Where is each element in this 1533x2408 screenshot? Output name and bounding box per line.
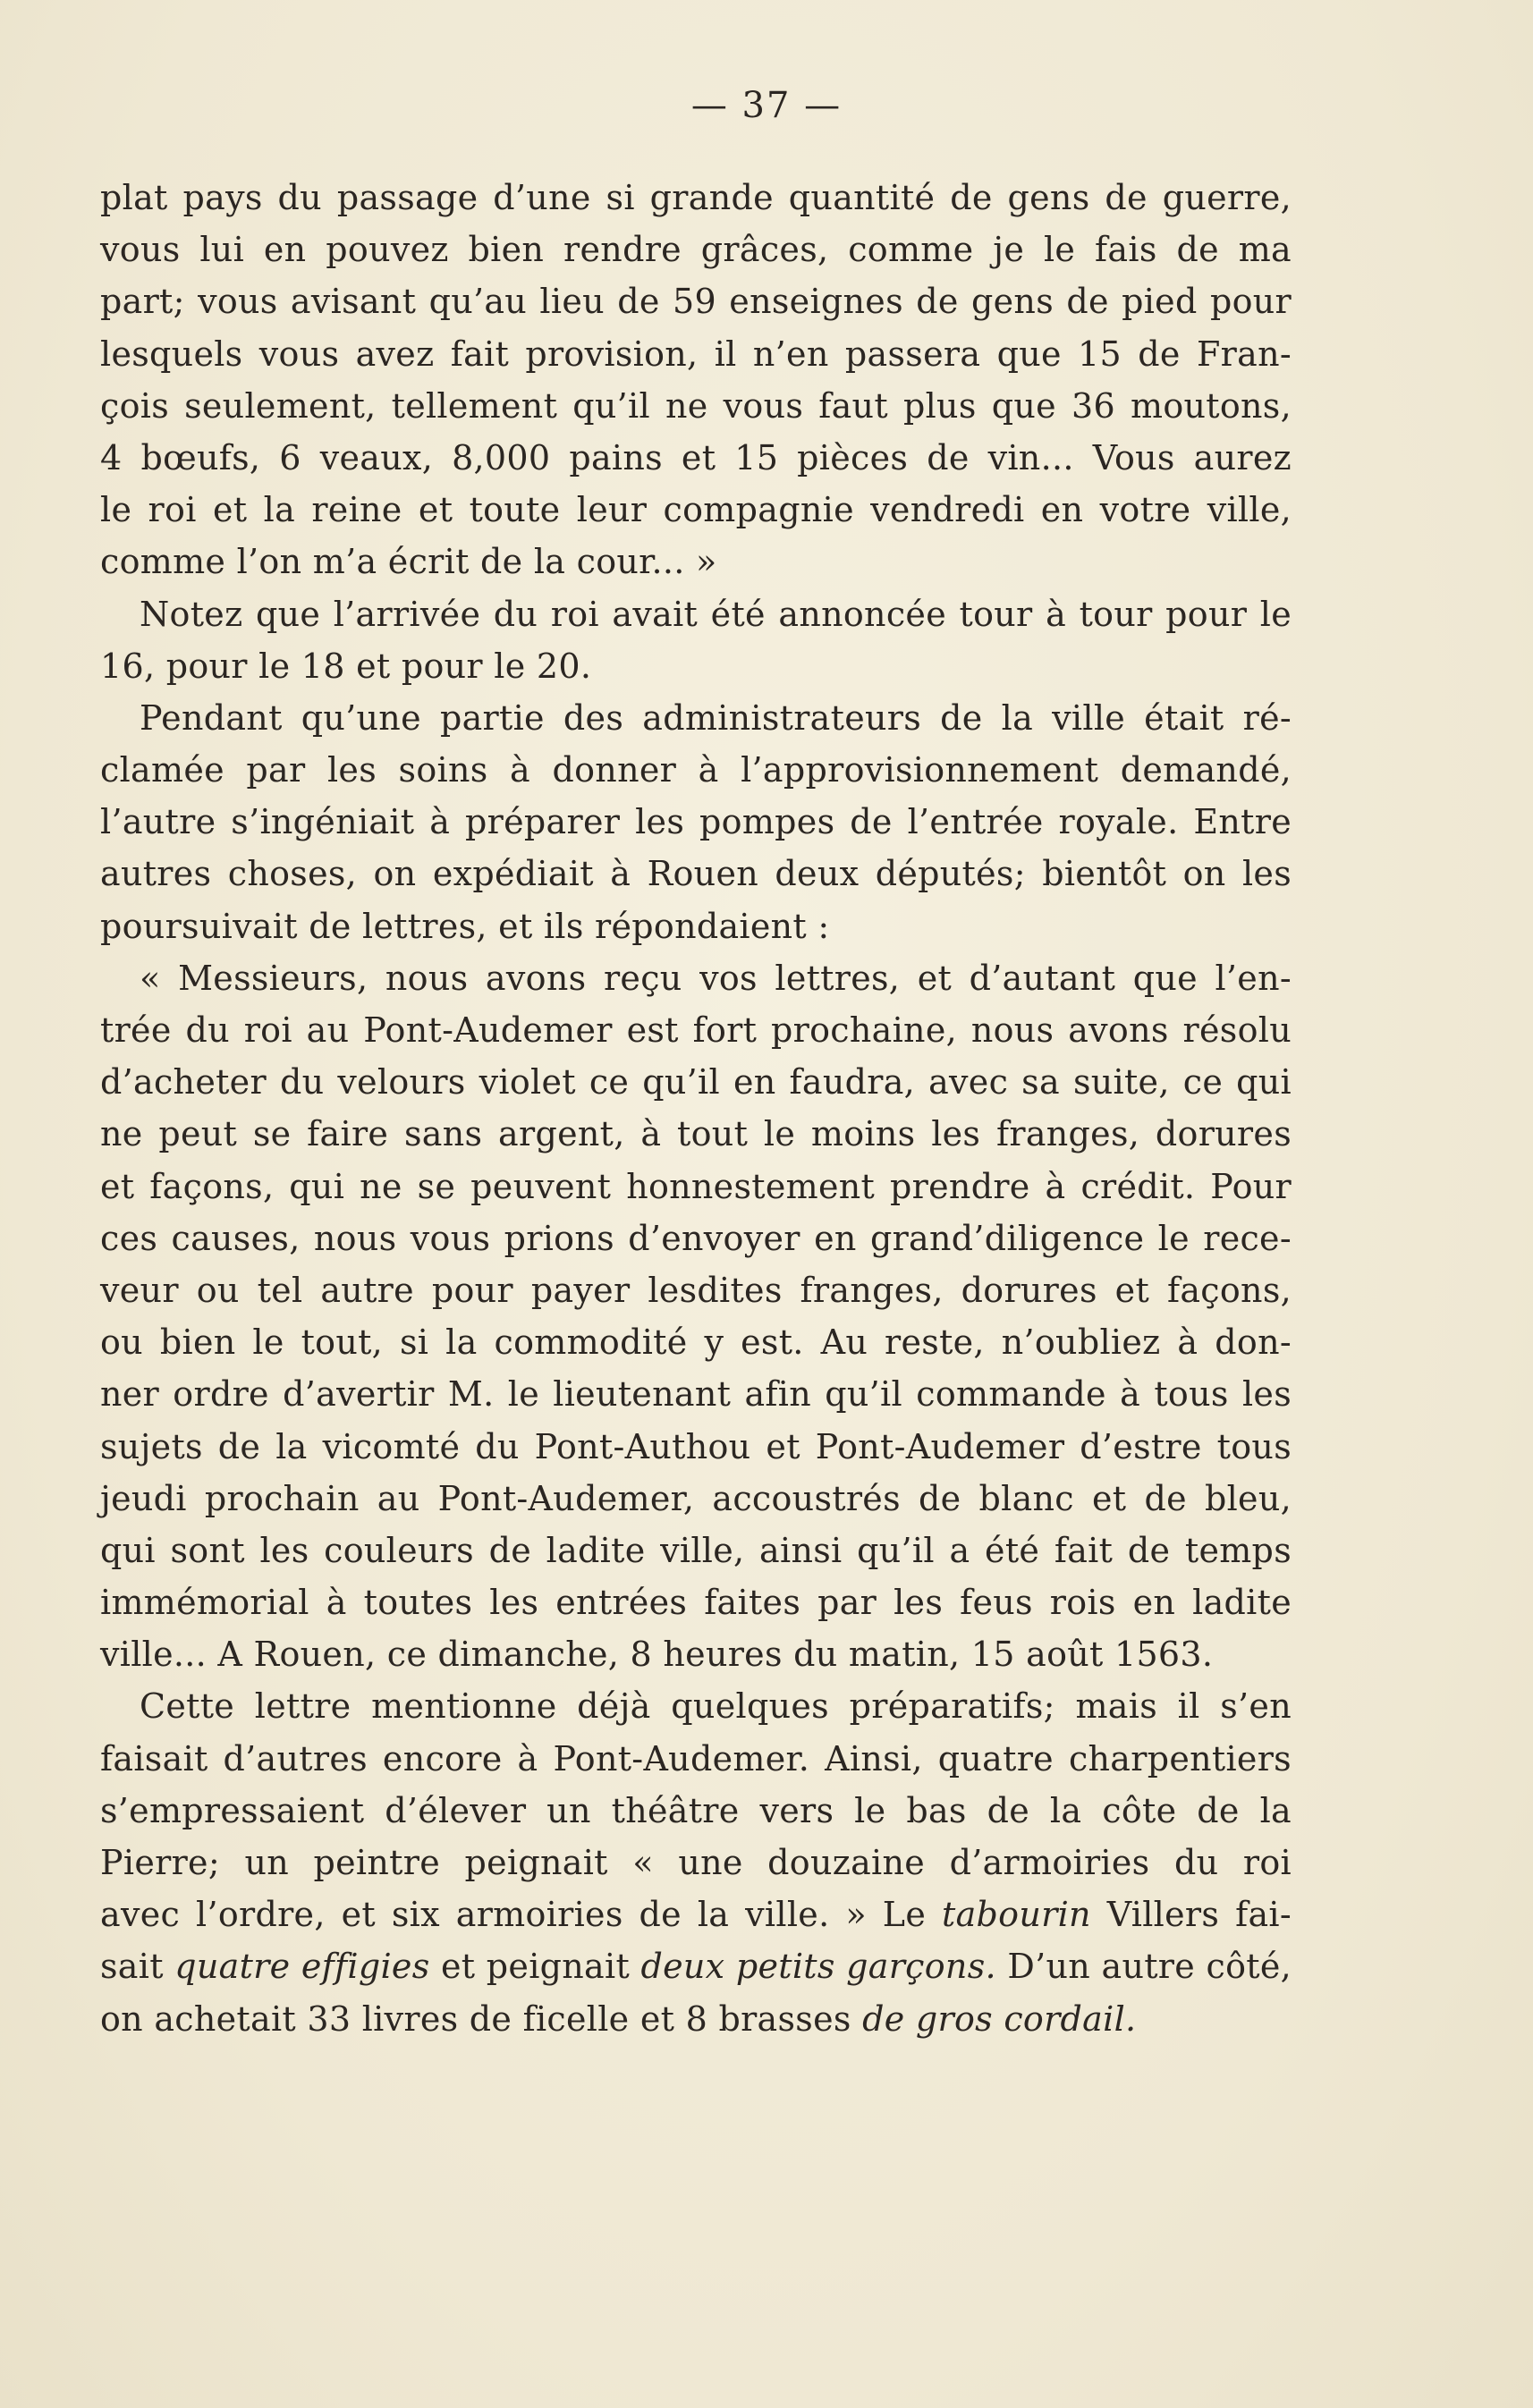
text-line	[100, 1993, 1292, 2045]
line-text: et peignait	[429, 1947, 641, 1987]
italic-term: deux petits garçons.	[640, 1947, 996, 1987]
text-line: faisait d’autres encore à Pont-Audemer. Ainsi, quatre charpentiers	[100, 1738, 1292, 1779]
text-line: çois seulement, tellement qu’il ne vous faut plus que 36 moutons,	[100, 385, 1292, 426]
text-line: « Messieurs, nous avons reçu vos lettres, et d’autant que l’en-	[140, 958, 1292, 998]
text-line: 4 bœufs, 6 veaux, 8,000 pains et 15 pièces de vin... Vous aurez	[100, 437, 1292, 477]
text-line: ville... A Rouen, ce dimanche, 8 heures du matin, 15 août 1563.	[100, 1635, 1214, 1675]
text-line: part; vous avisant qu’au lieu de 59 enseignes de gens de pied pour	[100, 282, 1292, 322]
text-line: immémorial à toutes les entrées faites par les feus rois en ladite	[100, 1583, 1292, 1623]
text-line: le roi et la reine et toute leur compagnie vendredi en votre ville,	[100, 490, 1292, 530]
line-text: on achetait 33 livres de ficelle et 8 brasses	[100, 1998, 863, 2039]
italic-term: de gros cordail.	[862, 1998, 1137, 2039]
text-line: Notez que l’arrivée du roi avait été annoncée tour à tour pour le	[140, 594, 1292, 634]
text-line: qui sont les couleurs de ladite ville, ainsi qu’il a été fait de temps	[100, 1530, 1292, 1570]
italic-term: tabourin	[942, 1895, 1091, 1935]
text-line: ner ordre d’avertir M. le lieutenant afin qu’il commande à tous les	[100, 1374, 1292, 1415]
body-text	[100, 172, 1292, 2045]
italic-term: quatre effigies	[174, 1947, 430, 1987]
line-text: D’un autre côté,	[995, 1947, 1292, 1987]
text-line: jeudi prochain au Pont-Audemer, accoustrés de blanc et de bleu,	[100, 1478, 1292, 1518]
text-lines	[100, 172, 1292, 1888]
page-number: — 37 —	[690, 85, 843, 126]
text-line: trée du roi au Pont-Audemer est fort prochaine, nous avons résolu	[100, 1010, 1292, 1050]
text-line: l’autre s’ingéniait à préparer les pompes de l’entrée royale. Entre	[100, 802, 1292, 842]
text-line: Pendant qu’une partie des administrateurs de la ville était ré-	[140, 697, 1292, 738]
line-text: avec l’ordre, et six armoiries de la ville. » Le	[100, 1895, 942, 1935]
text-line: sujets de la vicomté du Pont-Authou et Pont-Audemer d’estre tous	[100, 1426, 1292, 1466]
text-line: clamée par les soins à donner à l’approvisionnement demandé,	[100, 750, 1292, 790]
text-line: poursuivait de lettres, et ils répondaient :	[100, 906, 830, 946]
line-text: sait	[100, 1947, 175, 1987]
text-line: Cette lettre mentionne déjà quelques préparatifs; mais il s’en	[140, 1686, 1292, 1727]
text-line: s’empressaient d’élever un théâtre vers le bas de la côte de la	[100, 1790, 1292, 1830]
text-line: Pierre; un peintre peignait « une douzaine d’armoiries du roi	[100, 1843, 1292, 1882]
line-text: Villers fai-	[1090, 1895, 1292, 1935]
text-line: veur ou tel autre pour payer lesdites franges, dorures et façons,	[100, 1270, 1292, 1310]
text-line: et façons, qui ne se peuvent honnestement prendre à crédit. Pour	[100, 1166, 1292, 1206]
text-line: d’acheter du velours violet ce qu’il en faudra, avec sa suite, ce qui	[100, 1062, 1292, 1103]
text-line	[100, 1940, 1292, 1992]
text-line	[100, 1888, 1292, 1940]
text-line: ou bien le tout, si la commodité y est. Au reste, n’oubliez à don-	[100, 1322, 1292, 1363]
text-line: ne peut se faire sans argent, à tout le moins les franges, dorures	[100, 1114, 1292, 1154]
text-line: autres choses, on expédiait à Rouen deux députés; bientôt on les	[100, 854, 1292, 894]
text-line: 16, pour le 18 et pour le 20.	[100, 646, 592, 686]
text-line: comme l’on m’a écrit de la cour... »	[100, 542, 717, 582]
text-line: ces causes, nous vous prions d’envoyer en grand’diligence le rece-	[100, 1218, 1292, 1258]
text-line: plat pays du passage d’une si grande quantité de gens de guerre,	[100, 178, 1292, 217]
text-line: vous lui en pouvez bien rendre grâces, comme je le fais de ma	[100, 230, 1292, 270]
text-line: lesquels vous avez fait provision, il n’en passera que 15 de Fran-	[100, 334, 1292, 374]
